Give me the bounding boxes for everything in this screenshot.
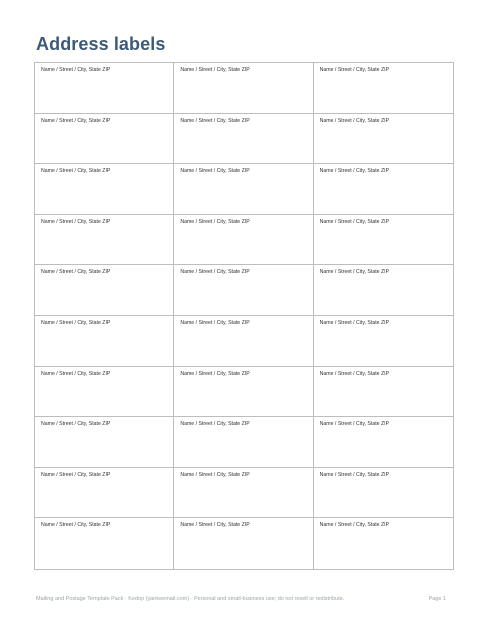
address-label-text: Name / Street / City, State ZIP [319,522,390,529]
address-label-text: Name / Street / City, State ZIP [41,421,111,428]
address-label-cell [314,468,453,519]
address-label-text: Name / Street / City, State ZIP [41,218,111,225]
address-label-text: Name / Street / City, State ZIP [41,269,111,276]
address-label-cell [35,468,174,519]
address-label-cell [35,367,174,418]
address-label-text: Name / Street / City, State ZIP [180,421,250,428]
address-label-text: Name / Street / City, State ZIP [180,471,250,478]
address-label-text: Name / Street / City, State ZIP [319,269,390,276]
address-label-text: Name / Street / City, State ZIP [41,168,111,175]
label-grid [34,62,454,570]
address-label-cell [35,417,174,468]
footer-note: Mailing and Postage Template Pack · Kedop (yankeemail.com) · Personal and small-business use; do not resell or redistribute. [36,596,345,602]
address-label-cell [174,367,313,418]
address-label-cell [314,518,453,569]
address-label-text: Name / Street / City, State ZIP [180,67,250,73]
address-label-text: Name / Street / City, State ZIP [319,67,390,73]
address-label-cell [314,215,453,266]
address-label-text: Name / Street / City, State ZIP [319,117,390,124]
address-label-text: Name / Street / City, State ZIP [180,117,250,124]
address-label-text: Name / Street / City, State ZIP [41,522,111,529]
address-label-cell [174,417,313,468]
address-label-text: Name / Street / City, State ZIP [319,168,390,175]
address-label-cell [35,164,174,215]
address-label-cell [174,265,313,316]
address-label-cell [174,114,313,165]
address-label-text: Name / Street / City, State ZIP [41,319,111,326]
address-label-text: Name / Street / City, State ZIP [41,471,111,478]
address-label-text: Name / Street / City, State ZIP [319,471,390,478]
address-label-cell [314,265,453,316]
address-label-text: Name / Street / City, State ZIP [180,319,250,326]
address-label-cell [35,316,174,367]
address-label-cell [314,114,453,165]
address-label-cell [314,367,453,418]
page-title: Address labels [36,34,166,54]
address-label-text: Name / Street / City, State ZIP [41,370,111,377]
address-label-cell [314,164,453,215]
address-label-cell [174,164,313,215]
address-label-text: Name / Street / City, State ZIP [319,421,390,428]
address-label-text: Name / Street / City, State ZIP [180,218,250,225]
address-label-cell [174,468,313,519]
address-label-text: Name / Street / City, State ZIP [180,168,250,175]
address-label-cell [35,63,174,114]
address-label-cell [35,114,174,165]
address-label-cell [174,63,313,114]
address-label-cell [35,265,174,316]
address-label-text: Name / Street / City, State ZIP [319,218,390,225]
address-label-cell [174,316,313,367]
address-label-text: Name / Street / City, State ZIP [180,370,250,377]
address-label-cell [35,518,174,569]
page-number: Page 1 [428,596,446,602]
address-label-cell [35,215,174,266]
address-label-cell [314,316,453,367]
address-label-text: Name / Street / City, State ZIP [319,370,390,377]
address-label-cell [174,215,313,266]
address-label-cell [314,63,453,114]
address-label-text: Name / Street / City, State ZIP [41,117,111,124]
address-label-text: Name / Street / City, State ZIP [180,269,250,276]
address-label-text: Name / Street / City, State ZIP [319,319,390,326]
address-label-text: Name / Street / City, State ZIP [41,67,111,73]
address-label-text: Name / Street / City, State ZIP [180,522,250,529]
address-label-cell [314,417,453,468]
address-label-cell [174,518,313,569]
